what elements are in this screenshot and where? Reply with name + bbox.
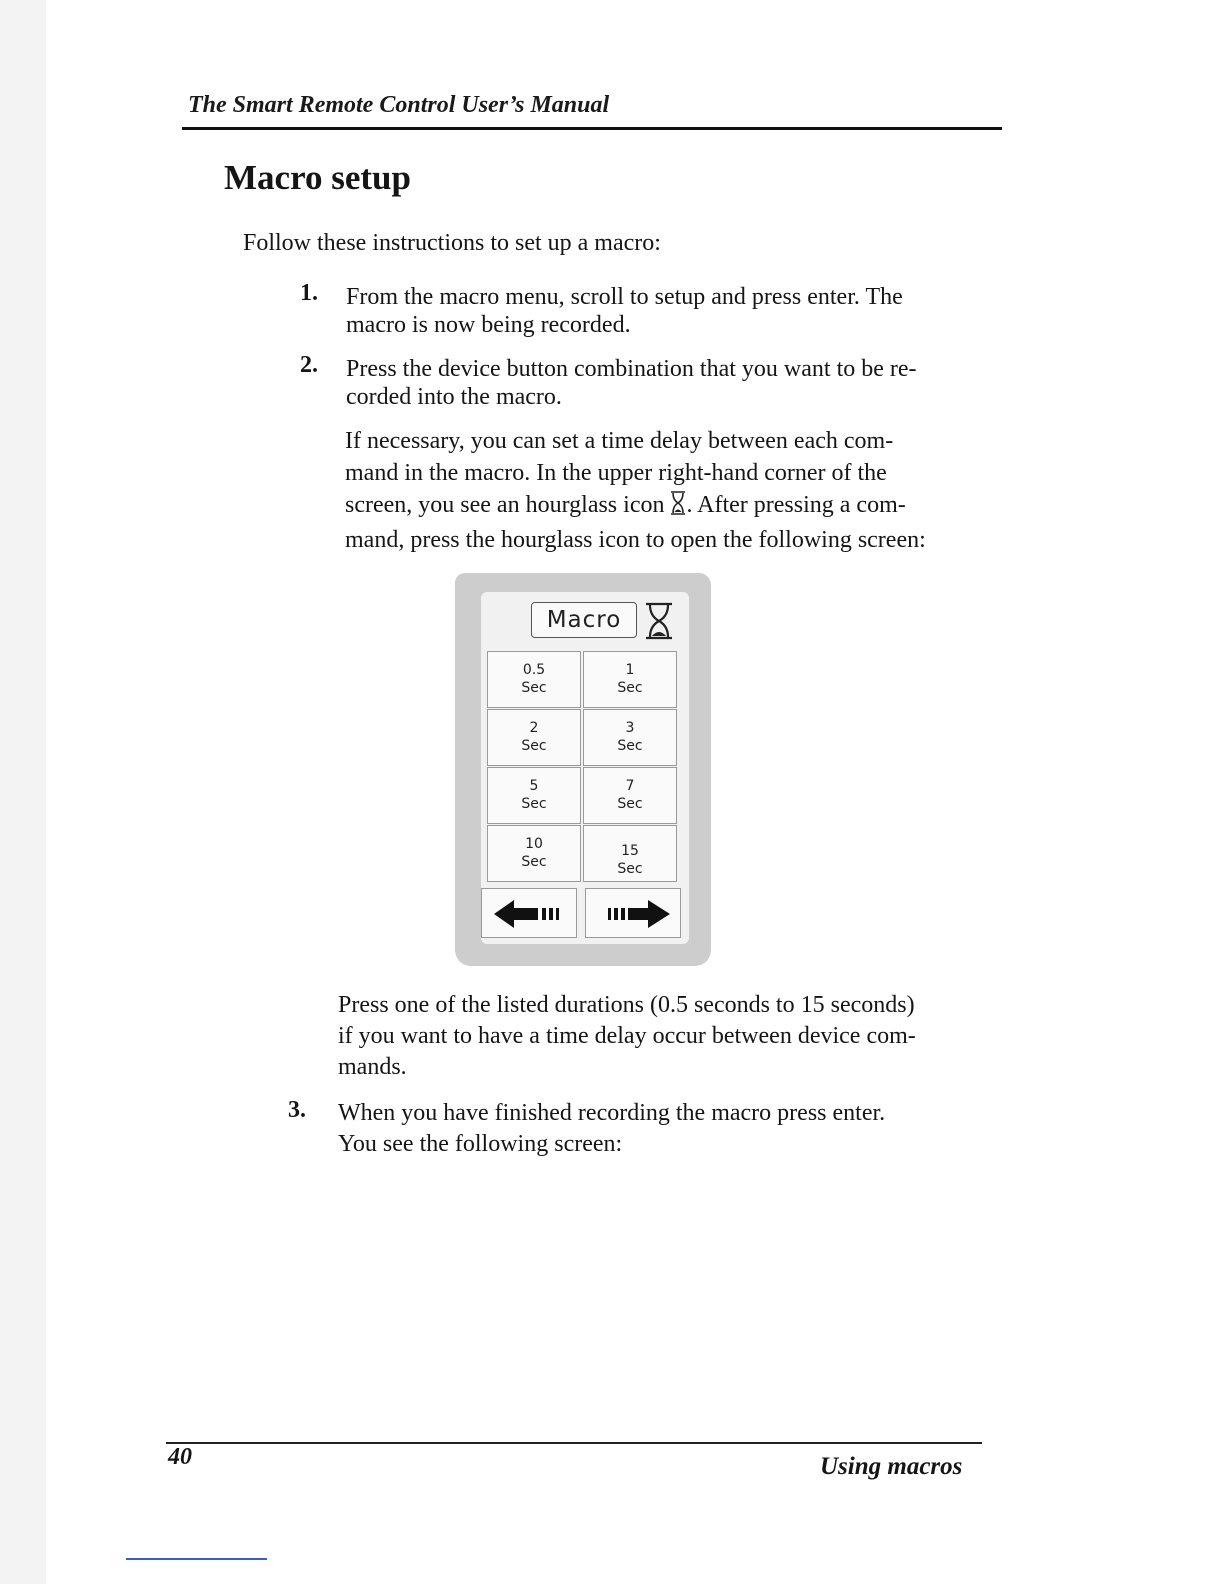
delay-value: 2 — [529, 720, 539, 736]
delay-value: 0.5 — [522, 662, 546, 678]
delay-15-sec-button[interactable] — [583, 825, 677, 882]
text-line: if you want to have a time delay occur between device com- — [338, 1023, 916, 1049]
text-line: macro is now being recorded. — [346, 312, 631, 338]
step-2-note — [345, 425, 926, 556]
page-edge-shade — [0, 0, 46, 1584]
delay-value: 10 — [525, 836, 543, 852]
delay-value: 15 — [621, 843, 639, 859]
header-rule — [182, 127, 1002, 130]
page-back-button[interactable] — [481, 888, 577, 938]
text-line: mands. — [338, 1054, 407, 1080]
delay-unit: Sec — [521, 854, 547, 870]
text-line: Press one of the listed durations (0.5 seconds to 15 seconds) — [338, 992, 915, 1018]
page-forward-button[interactable] — [585, 888, 681, 938]
footer-mark — [126, 1558, 267, 1560]
text-segment: . After pressing a com- — [686, 492, 906, 518]
step-2-text — [346, 355, 917, 411]
delay-value: 5 — [529, 778, 539, 794]
delay-0-5-sec-button[interactable] — [487, 651, 581, 708]
delay-7-sec-button[interactable] — [583, 767, 677, 824]
text-line: Press the device button combination that you want to be re- — [346, 356, 917, 382]
delay-1-sec-button[interactable] — [583, 651, 677, 708]
step-1-text — [346, 283, 903, 339]
footer-rule — [166, 1442, 982, 1444]
step-number: 2. — [300, 352, 318, 378]
text-line: mand in the macro. In the upper right-hand corner of the — [345, 460, 887, 486]
page-title: Macro setup — [224, 158, 411, 197]
delay-value: 7 — [625, 778, 635, 794]
text-line — [345, 489, 926, 524]
delay-unit: Sec — [617, 861, 643, 877]
step-3-text — [338, 1098, 885, 1160]
step-number: 3. — [288, 1097, 306, 1123]
delay-5-sec-button[interactable] — [487, 767, 581, 824]
delay-value: 3 — [625, 720, 635, 736]
text-segment: screen, you see an hourglass icon — [345, 492, 671, 518]
running-header: The Smart Remote Control User’s Manual — [188, 92, 610, 118]
hourglass-icon — [670, 491, 686, 524]
delay-2-sec-button[interactable] — [487, 709, 581, 766]
delay-10-sec-button[interactable] — [487, 825, 581, 882]
remote-screen-illustration — [455, 573, 711, 966]
after-screen-text — [338, 990, 916, 1083]
remote-screen-face — [481, 592, 689, 944]
delay-unit: Sec — [521, 738, 547, 754]
text-line: mand, press the hourglass icon to open the following screen: — [345, 527, 926, 553]
step-number: 1. — [300, 280, 318, 306]
macro-title-box: Macro — [531, 602, 637, 638]
delay-unit: Sec — [617, 796, 643, 812]
text-line: You see the following screen: — [338, 1131, 623, 1157]
delay-unit: Sec — [617, 738, 643, 754]
text-line: corded into the macro. — [346, 384, 562, 410]
delay-3-sec-button[interactable] — [583, 709, 677, 766]
text-line: From the macro menu, scroll to setup and press enter. The — [346, 284, 903, 310]
delay-unit: Sec — [521, 796, 547, 812]
delay-unit: Sec — [617, 680, 643, 696]
intro-text: Follow these instructions to set up a macro: — [243, 230, 661, 256]
footer-section-title: Using macros — [820, 1453, 963, 1480]
delay-value: 1 — [625, 662, 635, 678]
delay-unit: Sec — [521, 680, 547, 696]
hourglass-icon[interactable] — [644, 602, 674, 645]
text-line: When you have finished recording the macro press enter. — [338, 1100, 886, 1126]
text-line: If necessary, you can set a time delay between each com- — [345, 428, 894, 454]
page-number: 40 — [168, 1444, 192, 1470]
